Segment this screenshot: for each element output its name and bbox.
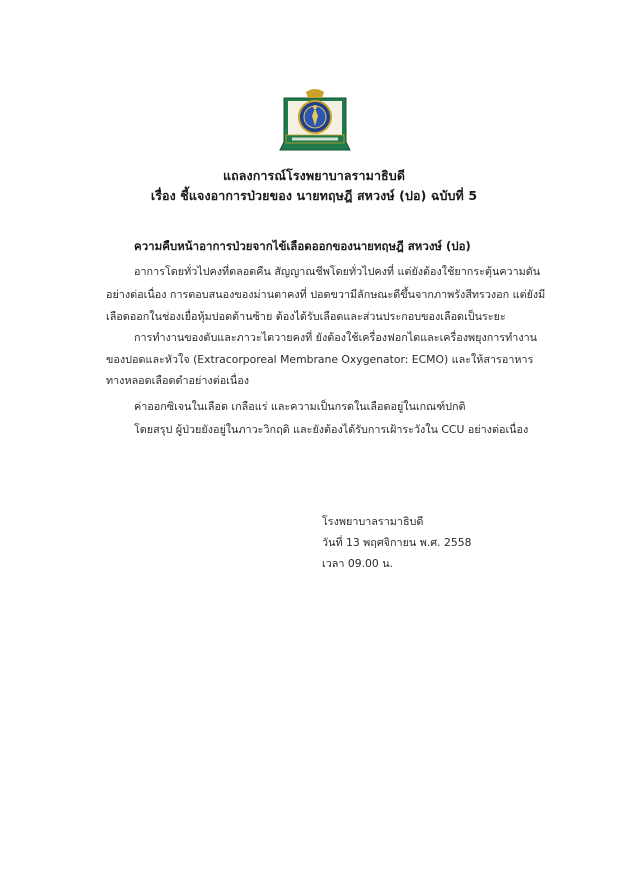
document-subject: เรื่อง ชี้แจงอาการป่วยของ นายทฤษฎี สหวงษ์ (ปอ) ฉบับที่ 5 [150, 188, 478, 203]
paragraph-4-line-1: โดยสรุป ผู้ป่วยยังอยู่ในภาวะวิกฤติ และยังต้องได้รับการเฝ้าระวังใน CCU อย่างต่อเนื่อง [134, 423, 529, 436]
section-heading: ความคืบหน้าอาการป่วยจากไข้เลือดออกของนายทฤษฎี สหวงษ์ (ปอ) [134, 239, 471, 253]
hospital-emblem-icon [276, 86, 354, 156]
paragraph-2-line-2: ของปอดและหัวใจ (Extracorporeal Membrane Oxygenator: ECMO) และให้สารอาหาร [106, 353, 534, 366]
signature-time: เวลา 09.00 น. [322, 557, 394, 570]
document-title: แถลงการณ์โรงพยาบาลรามาธิบดี [222, 168, 406, 183]
paragraph-3-line-1: ค่าออกซิเจนในเลือด เกลือแร่ และความเป็นกรดในเลือดอยู่ในเกณฑ์ปกติ [134, 400, 466, 413]
paragraph-1-line-1: อาการโดยทั่วไปคงที่ตลอดคืน สัญญาณชีพโดยทั่วไปคงที่ แต่ยังต้องใช้ยากระตุ้นความดัน [134, 265, 541, 278]
paragraph-1-line-3: เลือดออกในช่องเยื่อหุ้มปอดด้านซ้าย ต้องได้รับเลือดและส่วนประกอบของเลือดเป็นระยะ [106, 310, 506, 323]
paragraph-2-line-1: การทำงานของตับและภาวะไตวายคงที่ ยังต้องใช้เครื่องฟอกไตและเครื่องพยุงการทำงาน [134, 331, 538, 344]
signature-organization: โรงพยาบาลรามาธิบดี [322, 515, 424, 528]
signature-date: วันที่ 13 พฤศจิกายน พ.ศ. 2558 [322, 536, 472, 549]
paragraph-1-line-2: อย่างต่อเนื่อง การตอบสนองของม่านตาคงที่ ปอดขวามีลักษณะดีขึ้นจากภาพรังสีทรวงอก แต่ยังมี [106, 288, 546, 301]
paragraph-2-line-3: ทางหลอดเลือดดำอย่างต่อเนื่อง [106, 374, 250, 387]
